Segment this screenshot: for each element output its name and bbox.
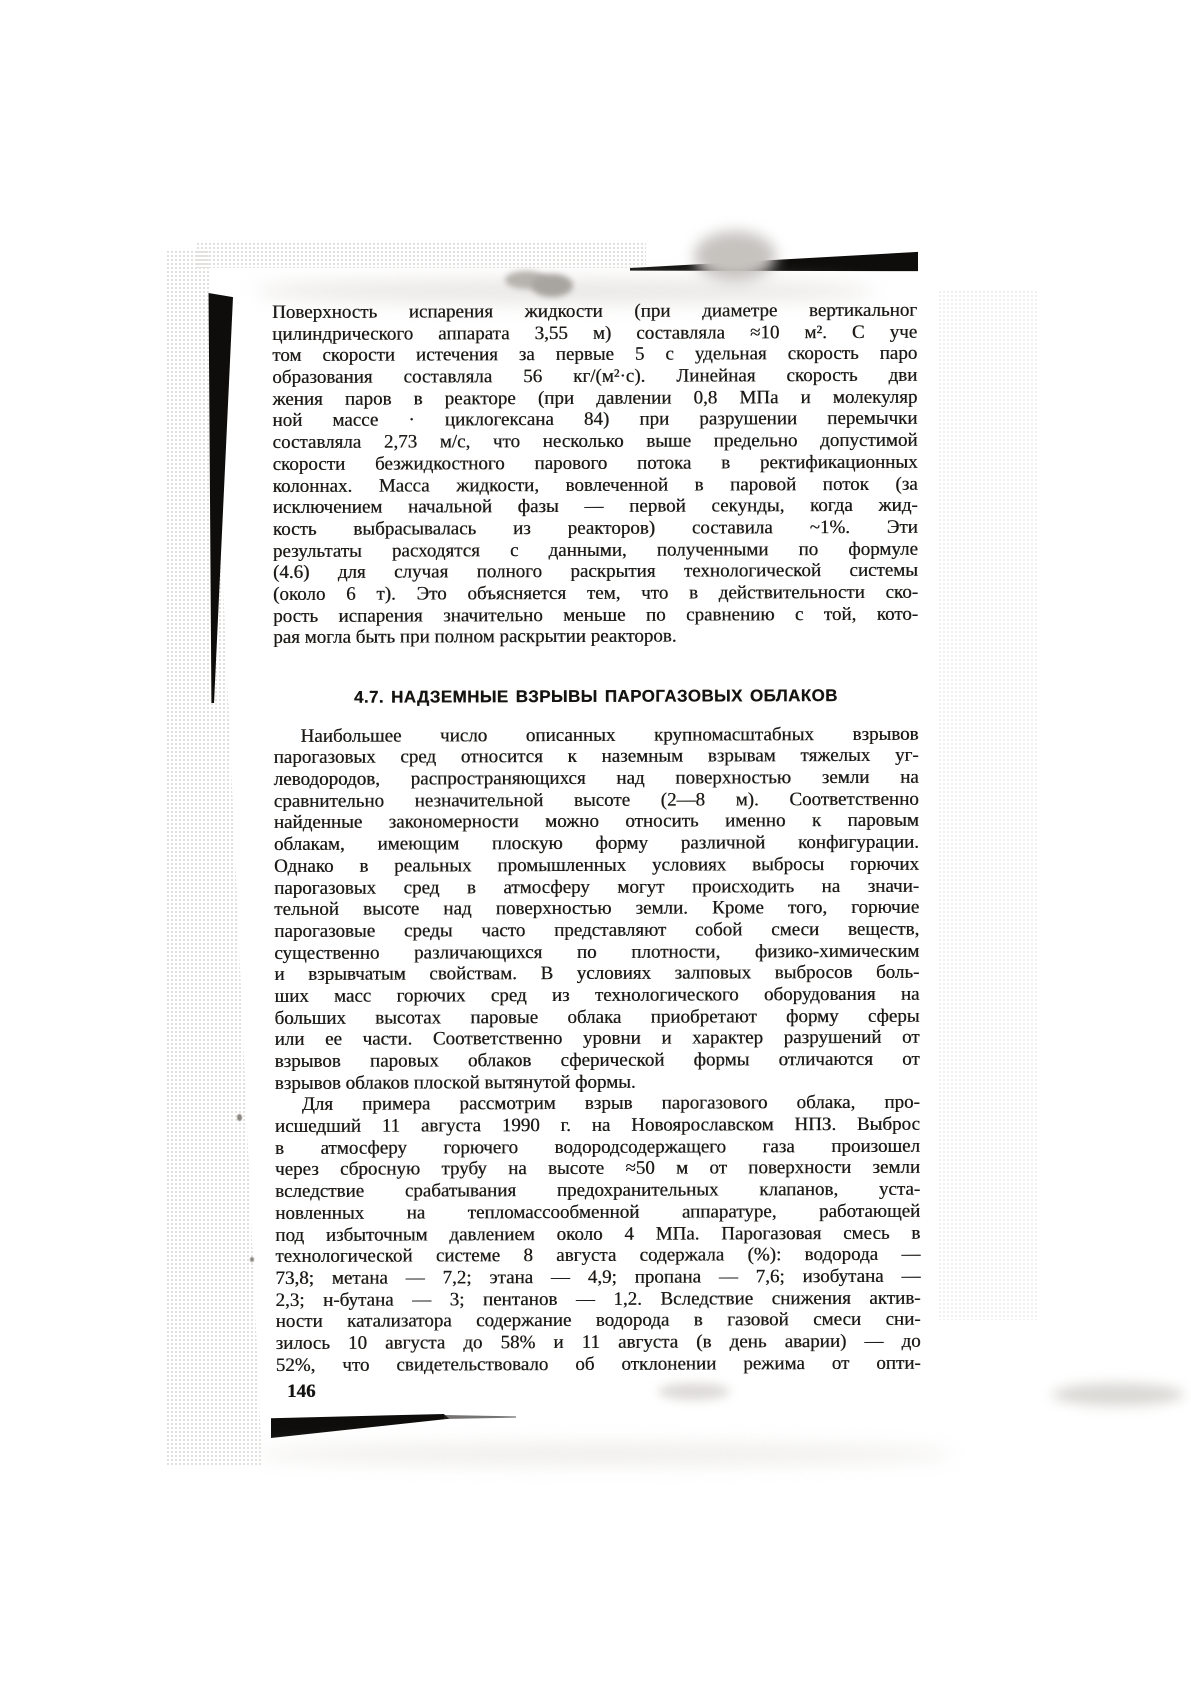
para-novoyaroslavsk-example — [275, 1092, 921, 1376]
text-line: образования составляла 56 кг/(м²·с). Линейная скорость дви — [272, 364, 918, 389]
bottom-ink-wedge-tail — [444, 1415, 516, 1419]
text-line: вследствие срабатывания предохранительных клапанов, уста- — [275, 1178, 921, 1203]
text-line: облакам, имеющим плоскую форму различной конфигурации. — [273, 831, 919, 856]
text-line: найденные закономерности можно относить именно к паровым — [273, 810, 919, 834]
text-line: результаты расходятся с данными, полученными по формуле — [272, 538, 918, 562]
paragraphs-after-heading — [273, 723, 920, 1376]
text-line: взрывов облаков плоской вытянутой формы. — [274, 1071, 636, 1094]
text-line: рая могла быть при полном раскрытии реакторов. — [273, 625, 677, 649]
text-line: и взрывчатым свойствам. В условиях залповых выбросов боль- — [274, 962, 920, 986]
text-line: исшедший 11 августа 1990 г. на Новоярославском НПЗ. Выброс — [274, 1113, 920, 1138]
text-line: цилиндрического аппарата 3,55 м) составляла ≈10 м². С уче — [272, 321, 918, 345]
text-line: 52%, что свидетельствовало об отклонении режима от опти- — [275, 1352, 921, 1376]
text-line: 73,8; метана — 7,2; этана — 4,9; пропана — 7,6; изобутана — — [275, 1265, 921, 1289]
scan-smudge — [658, 1383, 730, 1400]
bottom-left-ink-wedge — [271, 1413, 451, 1439]
body-text — [272, 300, 921, 1377]
text-line: рость испарения значительно меньше по сравнению с той, кото- — [273, 603, 919, 627]
scan-smudge — [694, 231, 776, 281]
scan-smudge — [255, 1443, 955, 1465]
text-line: леводородов, распространяющихся над поверхностью земли на — [273, 766, 919, 791]
text-line: Наибольшее число описанных крупномасштабных взрывов — [300, 723, 919, 747]
text-line: Для примера рассмотрим взрыв парогазового облака, про- — [301, 1092, 920, 1116]
text-line: Поверхность испарения жидкости (при диаметре вертикальног — [272, 299, 918, 323]
text-line: 2,3; н-бутана — 3; пентанов — 1,2. Вследствие снижения актив- — [275, 1287, 921, 1311]
text-line: ной массе · циклогексана 84) при разрушении перемычки — [272, 408, 918, 432]
text-line: через сбросную трубу на высоте ≈50 м от поверхности земли — [274, 1157, 921, 1181]
page-number: 146 — [287, 1381, 316, 1402]
text-line: тельной высоте над поверхностью земли. Кроме того, горючие — [274, 896, 920, 921]
text-line: (около 6 т). Это объясняется тем, что в действительности ско- — [272, 581, 919, 605]
paragraphs-before-heading — [272, 300, 918, 649]
text-line: составляла 2,73 м/с, что несколько выше предельно допустимой — [272, 429, 918, 454]
text-line: взрывов паровых облаков сферической формы отличаются от — [274, 1048, 920, 1073]
text-line: ших масс горючих сред из технологического оборудования на — [274, 983, 920, 1007]
text-line: ности катализатора содержание водорода в газовой смеси сни- — [275, 1309, 921, 1333]
text-line: парогазовые среды часто представляют собой смеси веществ, — [274, 918, 920, 942]
text-line: новленных на тепломассообменной аппаратуре, работающей — [275, 1200, 921, 1224]
halftone-texture-right — [938, 290, 1038, 1320]
section-heading: 4.7. НАДЗЕМНЫЕ ВЗРЫВЫ ПАРОГАЗОВЫХ ОБЛАКОВ — [353, 686, 838, 707]
halftone-texture-top — [196, 242, 646, 268]
text-line: кость выбрасывалась из реакторов) составила ~1%. Эти — [272, 516, 918, 540]
text-line: зилось 10 августа до 58% и 11 августа (в день аварии) — до — [275, 1330, 921, 1354]
text-line: (4.6) для случая полного раскрытия технологической системы — [272, 559, 918, 584]
text-line: исключением начальной фазы — первой секунды, когда жид- — [272, 494, 918, 519]
text-line: или ее части. Соответственно уровни и характер разрушений от — [274, 1027, 920, 1051]
scan-smudge — [531, 274, 573, 297]
ink-speck — [237, 1114, 242, 1121]
para-elevated-vapor-clouds — [273, 723, 919, 1094]
text-line: под избыточным давлением около 4 МПа. Парогазовая смесь в — [275, 1222, 921, 1246]
text-line: Однако в реальных промышленных условиях выбросы горючих — [273, 853, 920, 877]
text-line: парогазовых сред относится к наземным взрывам тяжелых уг- — [273, 745, 919, 769]
para-evaporation-results — [272, 300, 918, 649]
text-line: скорости безжидкостного парового потока в ректификационных — [272, 451, 918, 475]
text-line: парогазовых сред в атмосферу могут происходить на значи- — [274, 875, 920, 899]
text-line: колоннах. Масса жидкости, вовлеченной в паровой поток (за — [272, 473, 918, 497]
text-line: технологической системе 8 августа содержала (%): водорода — — [275, 1243, 921, 1268]
ink-speck — [250, 1257, 254, 1262]
text-line: сравнительно незначительной высоте (2—8 м). Соответственно — [273, 788, 919, 812]
text-line: том скорости истечения за первые 5 с удельная скорость паро — [272, 343, 918, 367]
text-line: в атмосферу горючего водородсодержащего газа произошел — [274, 1135, 920, 1159]
text-line: больших высотах паровые облака приобретают форму сферы — [274, 1005, 920, 1029]
text-line: существенно различающихся по плотности, физико-химическим — [274, 940, 920, 964]
scan-smudge — [1052, 1383, 1184, 1406]
text-line: жения паров в реакторе (при давлении 0,8 МПа и молекуляр — [272, 386, 918, 410]
